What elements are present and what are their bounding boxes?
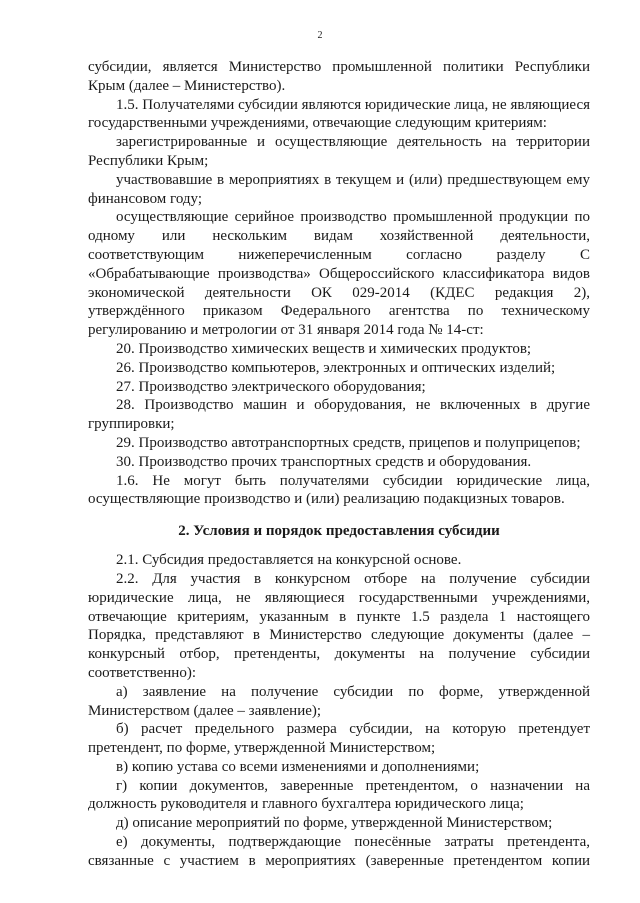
list-item: д) описание мероприятий по форме, утвержденной Министерством; bbox=[116, 815, 553, 832]
list-item: 20. Производство химических веществ и химических продуктов; bbox=[116, 340, 532, 357]
list-item: е) документы, подтверждающие понесённые затраты претендента, связанные с участием в мероприятиях (заверенные претендентом копии bbox=[88, 834, 590, 869]
paragraph: 1.6. Не могут быть получателями субсидии юридические лица, осуществляющие производство и (или) реализацию подакцизных товаров. bbox=[88, 472, 590, 508]
list-item: а) заявление на получение субсидии по форме, утвержденной Министерством (далее – заявление); bbox=[88, 683, 590, 719]
paragraph: 2.1. Субсидия предоставляется на конкурсной основе. bbox=[116, 552, 462, 569]
list-item: 28. Производство машин и оборудования, не включенных в другие группировки; bbox=[88, 397, 590, 433]
list-item: в) копию устава со всеми изменениями и дополнениями; bbox=[116, 758, 480, 775]
list-item: 27. Производство электрического оборудования; bbox=[116, 378, 426, 395]
paragraph: 2.2. Для участия в конкурсном отборе на получение субсидии юридические лица, не являющиеся государственными учреждениями, отвечающие критериям, указанным в пункте 1.5 раздела 1 настоящего Порядка, представляют в Министерство следующие документы (далее – конкурсный отбор, претенденты, документы на получение субсидии соответственно): bbox=[88, 570, 590, 681]
page-number: 2 bbox=[317, 30, 323, 41]
list-item: г) копии документов, заверенные претендентом, о назначении на должность руководителя и главного бухгалтера юридического лица; bbox=[88, 777, 590, 813]
list-item: 30. Производство прочих транспортных средств и оборудования. bbox=[116, 453, 532, 470]
paragraph: участвовавшие в мероприятиях в текущем и (или) предшествующем ему финансовом году; bbox=[88, 171, 590, 207]
document-body bbox=[88, 58, 590, 871]
paragraph: субсидии, является Министерство промышленной политики Республики Крым (далее – Министерство). bbox=[88, 59, 590, 94]
paragraph: осуществляющие серийное производство промышленной продукции по одному или нескольким видам хозяйственной деятельности, соответствующим нижеперечисленным согласно разделу С «Обрабатывающие производства» Общероссийского классификатора видов экономической деятельности ОК 029-2014 (КДЕС редакция 2), утверждённого приказом Федерального агентства по техническому регулированию и метрологии от 31 января 2014 года № 14-ст: bbox=[88, 209, 590, 339]
list-item: 29. Производство автотранспортных средств, прицепов и полуприцепов; bbox=[116, 434, 581, 451]
paragraph: зарегистрированные и осуществляющие деятельность на территории Республики Крым; bbox=[88, 134, 590, 169]
list-item: 26. Производство компьютеров, электронных и оптических изделий; bbox=[116, 359, 556, 376]
list-item: б) расчет предельного размера субсидии, на которую претендует претендент, по форме, утвержденной Министерством; bbox=[88, 721, 590, 757]
paragraph: 1.5. Получателями субсидии являются юридические лица, не являющиеся государственными учреждениями, отвечающие следующим критериям: bbox=[88, 96, 590, 132]
section-heading: 2. Условия и порядок предоставления субсидии bbox=[178, 523, 500, 540]
